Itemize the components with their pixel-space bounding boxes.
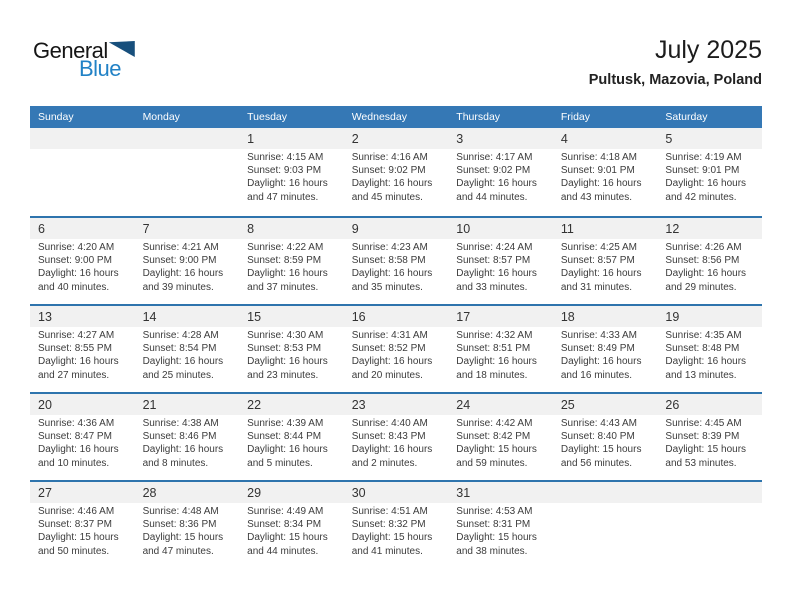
day-details bbox=[135, 415, 240, 470]
day-cell bbox=[344, 306, 449, 392]
day-details bbox=[553, 239, 658, 294]
day-number: 11 bbox=[553, 218, 658, 239]
day-number: 14 bbox=[135, 306, 240, 327]
sunset-text: Sunset: 9:02 PM bbox=[351, 165, 426, 177]
day-cell bbox=[344, 482, 449, 568]
weekday-tuesday: Tuesday bbox=[247, 111, 288, 123]
sunrise-text: Sunrise: 4:39 AM bbox=[247, 418, 324, 429]
sunrise-text: Sunrise: 4:49 AM bbox=[247, 506, 324, 517]
day-details bbox=[344, 503, 449, 558]
day-number: 12 bbox=[657, 218, 762, 239]
daylight-text: Daylight: 16 hours and 47 minutes. bbox=[247, 178, 328, 203]
calendar-body bbox=[30, 128, 762, 568]
sunset-text: Sunset: 8:57 PM bbox=[456, 255, 531, 267]
sunset-text: Sunset: 8:39 PM bbox=[665, 431, 740, 443]
sunset-text: Sunset: 8:48 PM bbox=[665, 343, 740, 355]
day-number: 16 bbox=[344, 306, 449, 327]
day-details bbox=[657, 149, 762, 204]
week-row bbox=[30, 128, 762, 216]
day-number: 21 bbox=[135, 394, 240, 415]
day-cell bbox=[657, 128, 762, 216]
daylight-text: Daylight: 16 hours and 29 minutes. bbox=[665, 268, 747, 293]
sunset-text: Sunset: 8:32 PM bbox=[351, 519, 426, 531]
sunset-text: Sunset: 8:51 PM bbox=[456, 343, 531, 355]
day-details bbox=[553, 415, 658, 470]
day-cell bbox=[553, 482, 658, 568]
day-details bbox=[448, 239, 553, 294]
day-number: 1 bbox=[239, 128, 344, 149]
day-cell bbox=[448, 218, 553, 304]
day-details bbox=[657, 415, 762, 470]
day-cell bbox=[344, 128, 449, 216]
daylight-text: Daylight: 16 hours and 27 minutes. bbox=[38, 356, 119, 381]
daylight-text: Daylight: 16 hours and 13 minutes. bbox=[665, 356, 747, 381]
sunset-text: Sunset: 8:34 PM bbox=[247, 519, 322, 531]
general-blue-logo bbox=[33, 40, 153, 80]
daylight-text: Daylight: 16 hours and 2 minutes. bbox=[351, 444, 433, 469]
daylight-text: Daylight: 16 hours and 43 minutes. bbox=[560, 178, 642, 203]
sunrise-text: Sunrise: 4:40 AM bbox=[351, 418, 428, 429]
sunset-text: Sunset: 8:42 PM bbox=[456, 431, 531, 443]
daylight-text: Daylight: 16 hours and 39 minutes. bbox=[142, 268, 224, 293]
sunrise-text: Sunrise: 4:45 AM bbox=[665, 418, 742, 429]
daylight-text: Daylight: 15 hours and 56 minutes. bbox=[560, 444, 642, 469]
day-details bbox=[135, 327, 240, 382]
sunrise-text: Sunrise: 4:38 AM bbox=[142, 418, 219, 429]
day-number bbox=[657, 482, 762, 503]
day-details bbox=[30, 415, 135, 470]
sunset-text: Sunset: 9:01 PM bbox=[665, 165, 740, 177]
day-number: 31 bbox=[448, 482, 553, 503]
sunrise-text: Sunrise: 4:18 AM bbox=[560, 152, 637, 163]
day-number: 13 bbox=[30, 306, 135, 327]
daylight-text: Daylight: 15 hours and 41 minutes. bbox=[351, 532, 433, 557]
daylight-text: Daylight: 16 hours and 23 minutes. bbox=[247, 356, 328, 381]
day-number bbox=[135, 128, 240, 149]
sunrise-text: Sunrise: 4:53 AM bbox=[456, 506, 533, 517]
sunrise-text: Sunrise: 4:16 AM bbox=[351, 152, 428, 163]
day-cell bbox=[657, 394, 762, 480]
week-row bbox=[30, 480, 762, 568]
day-details bbox=[553, 149, 658, 204]
day-cell bbox=[239, 218, 344, 304]
day-cell bbox=[448, 306, 553, 392]
week-row bbox=[30, 392, 762, 480]
day-number: 19 bbox=[657, 306, 762, 327]
day-number: 23 bbox=[344, 394, 449, 415]
day-details bbox=[239, 415, 344, 470]
day-number: 4 bbox=[553, 128, 658, 149]
weekday-thursday: Thursday bbox=[456, 111, 501, 123]
day-number: 9 bbox=[344, 218, 449, 239]
sunrise-text: Sunrise: 4:28 AM bbox=[142, 330, 219, 341]
weekday-sunday: Sunday bbox=[38, 111, 74, 123]
day-cell bbox=[30, 482, 135, 568]
sunrise-text: Sunrise: 4:30 AM bbox=[247, 330, 324, 341]
daylight-text: Daylight: 15 hours and 38 minutes. bbox=[456, 532, 537, 557]
day-details bbox=[30, 503, 135, 558]
day-number: 7 bbox=[135, 218, 240, 239]
day-details bbox=[344, 149, 449, 204]
daylight-text: Daylight: 16 hours and 5 minutes. bbox=[247, 444, 328, 469]
day-number: 17 bbox=[448, 306, 553, 327]
sunset-text: Sunset: 9:02 PM bbox=[456, 165, 531, 177]
day-cell bbox=[448, 394, 553, 480]
sunset-text: Sunset: 8:40 PM bbox=[560, 431, 635, 443]
day-number bbox=[553, 482, 658, 503]
day-cell bbox=[30, 306, 135, 392]
daylight-text: Daylight: 16 hours and 44 minutes. bbox=[456, 178, 537, 203]
day-details bbox=[344, 415, 449, 470]
sunset-text: Sunset: 9:00 PM bbox=[38, 255, 112, 267]
sunset-text: Sunset: 8:44 PM bbox=[247, 431, 322, 443]
sunrise-text: Sunrise: 4:22 AM bbox=[247, 242, 324, 253]
day-cell bbox=[448, 482, 553, 568]
daylight-text: Daylight: 15 hours and 44 minutes. bbox=[247, 532, 328, 557]
week-row bbox=[30, 304, 762, 392]
daylight-text: Daylight: 16 hours and 20 minutes. bbox=[351, 356, 433, 381]
day-number: 8 bbox=[239, 218, 344, 239]
sunrise-text: Sunrise: 4:15 AM bbox=[247, 152, 324, 163]
day-cell bbox=[135, 306, 240, 392]
day-number: 30 bbox=[344, 482, 449, 503]
sunrise-text: Sunrise: 4:24 AM bbox=[456, 242, 533, 253]
daylight-text: Daylight: 15 hours and 53 minutes. bbox=[665, 444, 747, 469]
day-details bbox=[553, 327, 658, 382]
sunset-text: Sunset: 8:43 PM bbox=[351, 431, 426, 443]
day-details bbox=[239, 327, 344, 382]
sunset-text: Sunset: 9:03 PM bbox=[247, 165, 322, 177]
day-cell bbox=[553, 218, 658, 304]
sunset-text: Sunset: 8:57 PM bbox=[560, 255, 635, 267]
sunset-text: Sunset: 8:52 PM bbox=[351, 343, 426, 355]
day-details bbox=[657, 239, 762, 294]
sunrise-text: Sunrise: 4:51 AM bbox=[351, 506, 428, 517]
day-number: 27 bbox=[30, 482, 135, 503]
day-number: 18 bbox=[553, 306, 658, 327]
weekday-wednesday: Wednesday bbox=[351, 111, 407, 123]
day-number: 25 bbox=[553, 394, 658, 415]
daylight-text: Daylight: 16 hours and 8 minutes. bbox=[142, 444, 224, 469]
sunrise-text: Sunrise: 4:17 AM bbox=[456, 152, 533, 163]
day-number: 5 bbox=[657, 128, 762, 149]
day-cell bbox=[239, 394, 344, 480]
logo-text-general: General bbox=[33, 38, 108, 63]
day-details bbox=[135, 503, 240, 558]
day-details bbox=[239, 503, 344, 558]
sunrise-text: Sunrise: 4:26 AM bbox=[665, 242, 742, 253]
day-details bbox=[239, 149, 344, 204]
weekday-monday: Monday bbox=[142, 111, 180, 123]
day-cell bbox=[135, 128, 240, 216]
day-details bbox=[448, 149, 553, 204]
sunrise-text: Sunrise: 4:43 AM bbox=[560, 418, 637, 429]
sunset-text: Sunset: 8:37 PM bbox=[38, 519, 112, 531]
day-cell bbox=[657, 306, 762, 392]
day-cell bbox=[239, 128, 344, 216]
day-details bbox=[30, 327, 135, 382]
title-block bbox=[589, 36, 762, 88]
sunrise-text: Sunrise: 4:19 AM bbox=[665, 152, 742, 163]
day-details bbox=[344, 239, 449, 294]
daylight-text: Daylight: 16 hours and 42 minutes. bbox=[665, 178, 747, 203]
day-number: 29 bbox=[239, 482, 344, 503]
daylight-text: Daylight: 16 hours and 40 minutes. bbox=[38, 268, 119, 293]
day-cell bbox=[135, 482, 240, 568]
sunrise-text: Sunrise: 4:20 AM bbox=[38, 242, 115, 253]
day-details bbox=[239, 239, 344, 294]
sunrise-text: Sunrise: 4:48 AM bbox=[142, 506, 219, 517]
daylight-text: Daylight: 16 hours and 10 minutes. bbox=[38, 444, 119, 469]
sunset-text: Sunset: 8:55 PM bbox=[38, 343, 112, 355]
day-cell bbox=[657, 218, 762, 304]
day-details bbox=[30, 239, 135, 294]
sunset-text: Sunset: 8:46 PM bbox=[142, 431, 217, 443]
sunset-text: Sunset: 8:53 PM bbox=[247, 343, 322, 355]
weekday-saturday: Saturday bbox=[665, 111, 708, 123]
weekday-header-row bbox=[30, 106, 762, 128]
day-number: 24 bbox=[448, 394, 553, 415]
day-number: 10 bbox=[448, 218, 553, 239]
daylight-text: Daylight: 16 hours and 33 minutes. bbox=[456, 268, 537, 293]
day-cell bbox=[657, 482, 762, 568]
sunset-text: Sunset: 8:36 PM bbox=[142, 519, 217, 531]
daylight-text: Daylight: 16 hours and 25 minutes. bbox=[142, 356, 224, 381]
day-number: 22 bbox=[239, 394, 344, 415]
day-cell bbox=[239, 482, 344, 568]
sunset-text: Sunset: 9:01 PM bbox=[560, 165, 635, 177]
sunrise-text: Sunrise: 4:32 AM bbox=[456, 330, 533, 341]
page-subtitle: Pultusk, Mazovia, Poland bbox=[588, 72, 762, 88]
sunrise-text: Sunrise: 4:31 AM bbox=[351, 330, 428, 341]
sunrise-text: Sunrise: 4:46 AM bbox=[38, 506, 115, 517]
day-cell bbox=[135, 394, 240, 480]
day-details bbox=[448, 503, 553, 558]
day-details bbox=[657, 327, 762, 382]
sunset-text: Sunset: 8:49 PM bbox=[560, 343, 635, 355]
day-cell bbox=[239, 306, 344, 392]
day-cell bbox=[553, 306, 658, 392]
day-number: 26 bbox=[657, 394, 762, 415]
day-cell bbox=[553, 394, 658, 480]
sunrise-text: Sunrise: 4:21 AM bbox=[142, 242, 219, 253]
day-details bbox=[344, 327, 449, 382]
sunrise-text: Sunrise: 4:25 AM bbox=[560, 242, 637, 253]
sunrise-text: Sunrise: 4:33 AM bbox=[560, 330, 637, 341]
sunset-text: Sunset: 8:31 PM bbox=[456, 519, 531, 531]
sunrise-text: Sunrise: 4:42 AM bbox=[456, 418, 533, 429]
sunrise-text: Sunrise: 4:36 AM bbox=[38, 418, 115, 429]
sunset-text: Sunset: 8:59 PM bbox=[247, 255, 322, 267]
day-details bbox=[448, 415, 553, 470]
day-cell bbox=[344, 394, 449, 480]
day-number: 20 bbox=[30, 394, 135, 415]
day-details bbox=[135, 239, 240, 294]
day-cell bbox=[135, 218, 240, 304]
day-cell bbox=[30, 218, 135, 304]
day-number: 6 bbox=[30, 218, 135, 239]
day-cell bbox=[553, 128, 658, 216]
daylight-text: Daylight: 16 hours and 35 minutes. bbox=[351, 268, 433, 293]
logo-triangle-icon bbox=[109, 41, 135, 57]
daylight-text: Daylight: 15 hours and 47 minutes. bbox=[142, 532, 224, 557]
day-cell bbox=[30, 128, 135, 216]
daylight-text: Daylight: 16 hours and 31 minutes. bbox=[560, 268, 642, 293]
sunset-text: Sunset: 8:54 PM bbox=[142, 343, 217, 355]
sunset-text: Sunset: 8:58 PM bbox=[351, 255, 426, 267]
day-number: 3 bbox=[448, 128, 553, 149]
day-number: 2 bbox=[344, 128, 449, 149]
weekday-friday: Friday bbox=[560, 111, 591, 123]
page-title: July 2025 bbox=[654, 36, 762, 64]
daylight-text: Daylight: 16 hours and 16 minutes. bbox=[560, 356, 642, 381]
daylight-text: Daylight: 16 hours and 18 minutes. bbox=[456, 356, 537, 381]
daylight-text: Daylight: 15 hours and 50 minutes. bbox=[38, 532, 119, 557]
daylight-text: Daylight: 16 hours and 37 minutes. bbox=[247, 268, 328, 293]
day-number: 28 bbox=[135, 482, 240, 503]
week-row bbox=[30, 216, 762, 304]
sunrise-text: Sunrise: 4:35 AM bbox=[665, 330, 742, 341]
day-cell bbox=[344, 218, 449, 304]
day-cell bbox=[448, 128, 553, 216]
logo-text-blue: Blue bbox=[79, 56, 122, 81]
day-cell bbox=[30, 394, 135, 480]
sunrise-text: Sunrise: 4:23 AM bbox=[351, 242, 428, 253]
sunset-text: Sunset: 8:56 PM bbox=[665, 255, 740, 267]
calendar-table bbox=[30, 106, 762, 568]
daylight-text: Daylight: 16 hours and 45 minutes. bbox=[351, 178, 433, 203]
sunset-text: Sunset: 8:47 PM bbox=[38, 431, 112, 443]
day-number bbox=[30, 128, 135, 149]
day-details bbox=[448, 327, 553, 382]
day-number: 15 bbox=[239, 306, 344, 327]
daylight-text: Daylight: 15 hours and 59 minutes. bbox=[456, 444, 537, 469]
sunrise-text: Sunrise: 4:27 AM bbox=[38, 330, 115, 341]
sunset-text: Sunset: 9:00 PM bbox=[142, 255, 217, 267]
